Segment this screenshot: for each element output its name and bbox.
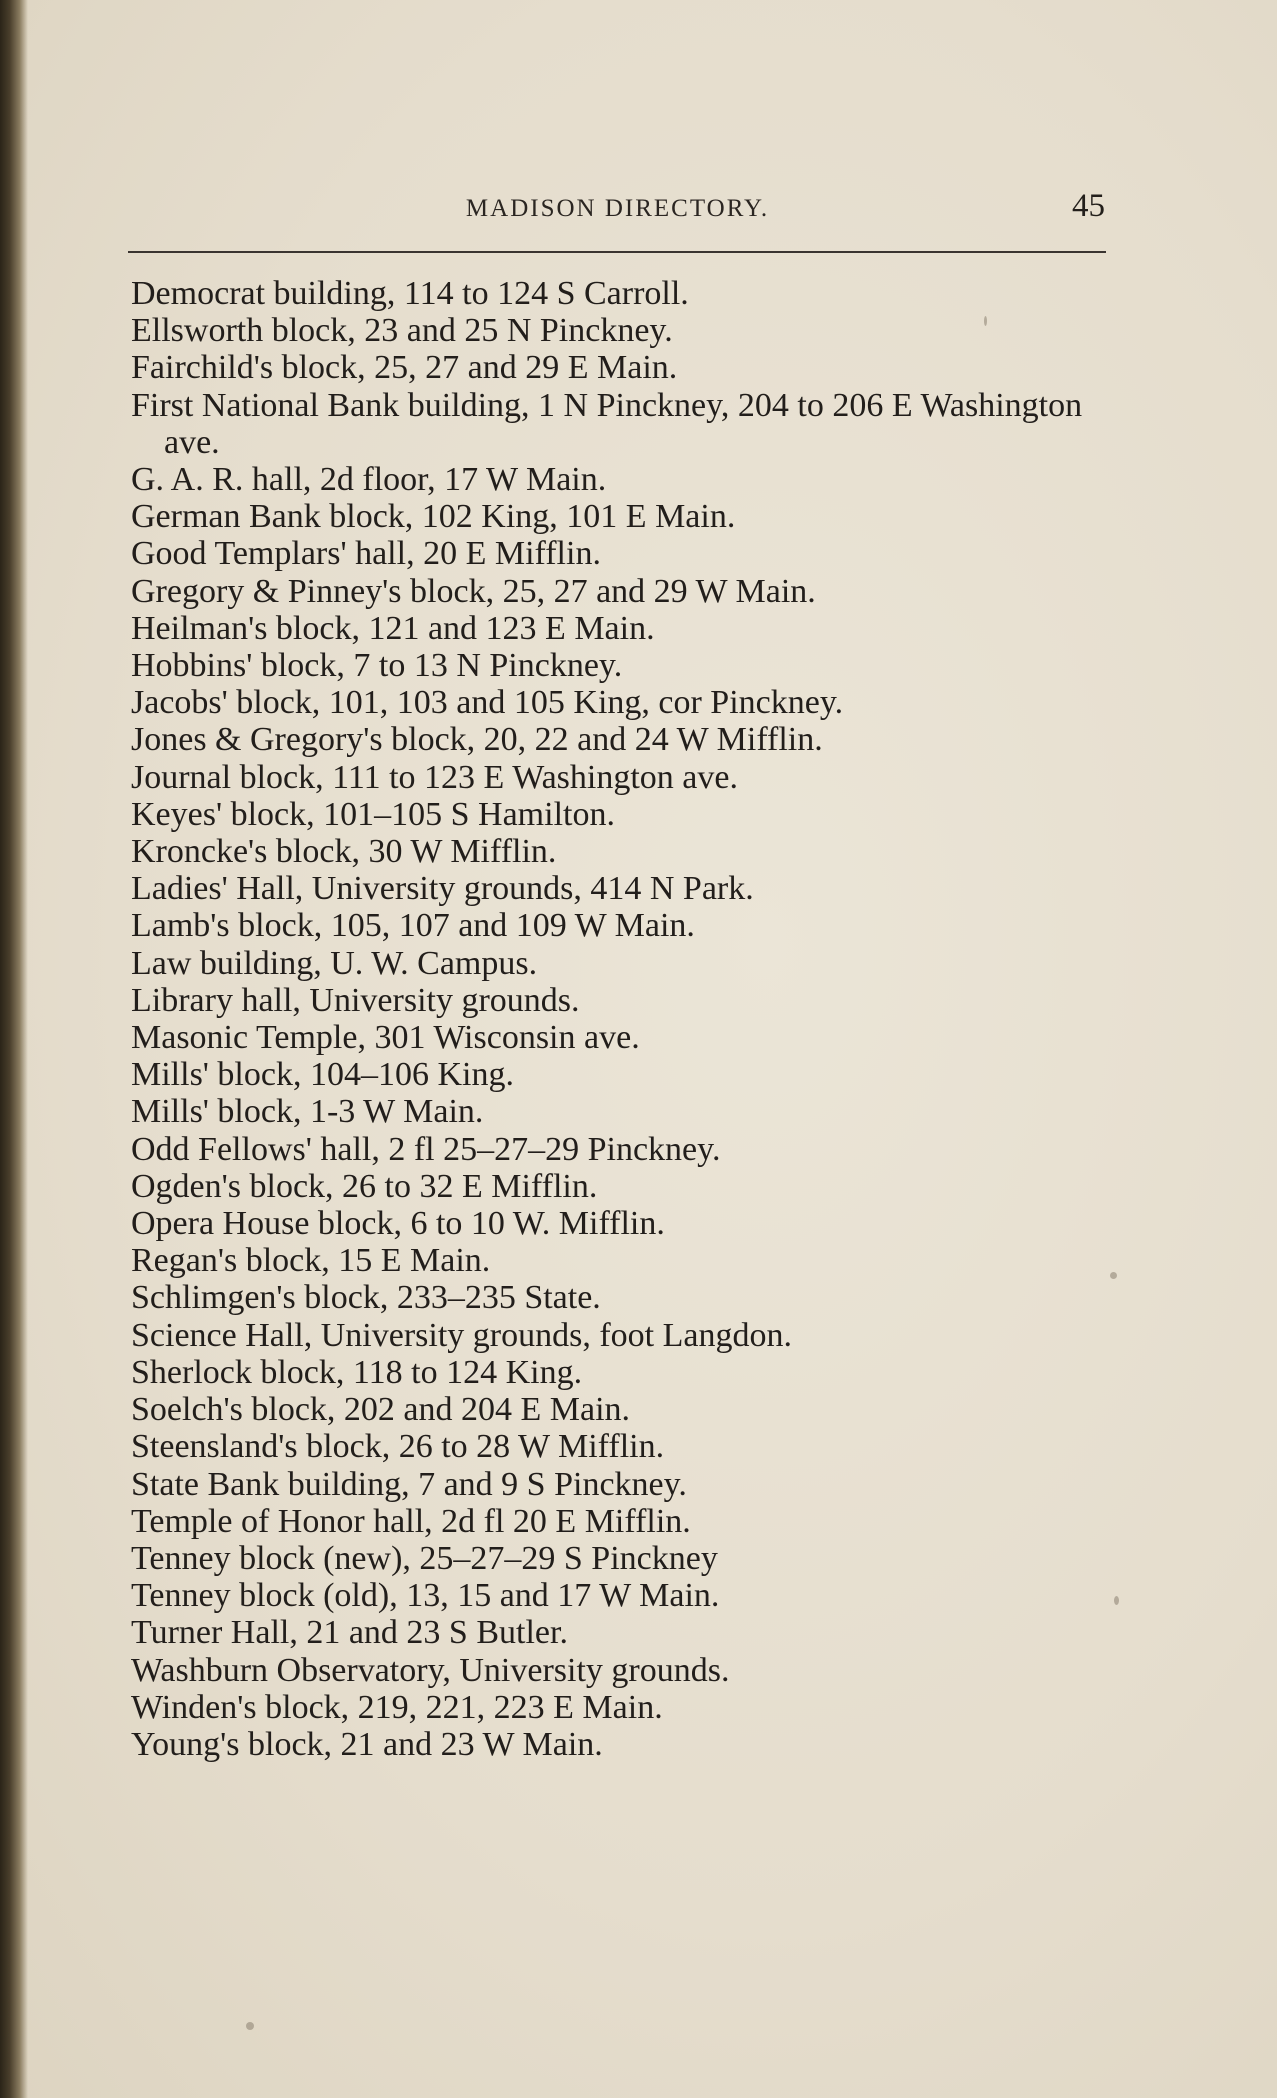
- directory-entry: Tenney block (new), 25–27–29 S Pinckney: [131, 1539, 718, 1577]
- directory-entry: Regan's block, 15 E Main.: [131, 1242, 491, 1280]
- directory-entry: Schlimgen's block, 233–235 State.: [131, 1279, 601, 1317]
- directory-entry: Sherlock block, 118 to 124 King.: [131, 1353, 583, 1391]
- paper-speck: [984, 316, 987, 326]
- directory-entry: First National Bank building, 1 N Pinckney, 204 to 206 E Washington ave.: [131, 386, 1083, 461]
- directory-entry: Good Templars' hall, 20 E Mifflin.: [131, 535, 601, 573]
- directory-entry: Democrat building, 114 to 124 S Carroll.: [131, 275, 689, 312]
- directory-entry: G. A. R. hall, 2d floor, 17 W Main.: [131, 461, 607, 499]
- directory-entry: Mills' block, 104–106 King.: [131, 1056, 514, 1094]
- directory-entry: Hobbins' block, 7 to 13 N Pinckney.: [131, 647, 623, 685]
- directory-entry: State Bank building, 7 and 9 S Pinckney.: [131, 1465, 687, 1503]
- directory-entry: Heilman's block, 121 and 123 E Main.: [131, 609, 655, 647]
- directory-entry: Mills' block, 1-3 W Main.: [131, 1093, 484, 1131]
- directory-entry: Turner Hall, 21 and 23 S Butler.: [131, 1614, 568, 1652]
- directory-entry: Law building, U. W. Campus.: [131, 944, 538, 982]
- directory-entry: Opera House block, 6 to 10 W. Mifflin.: [131, 1205, 665, 1243]
- paper-speck: [1110, 1272, 1117, 1279]
- directory-entry: Ellsworth block, 23 and 25 N Pinckney.: [131, 312, 673, 350]
- directory-entry: Tenney block (old), 13, 15 and 17 W Main.: [131, 1577, 720, 1615]
- directory-entry: Soelch's block, 202 and 204 E Main.: [131, 1391, 631, 1429]
- header-rule: [128, 251, 1106, 253]
- directory-entry: Library hall, University grounds.: [131, 981, 580, 1019]
- directory-entry: Kroncke's block, 30 W Mifflin.: [131, 833, 557, 871]
- directory-entry: Keyes' block, 101–105 S Hamilton.: [131, 795, 615, 833]
- directory-entry: Jacobs' block, 101, 103 and 105 King, cor Pinckney.: [131, 684, 844, 722]
- directory-entry: Jones & Gregory's block, 20, 22 and 24 W Mifflin.: [131, 721, 823, 759]
- paper-speck: [1114, 1596, 1119, 1605]
- paper-speck: [246, 2022, 254, 2030]
- directory-entry: Science Hall, University grounds, foot Langdon.: [131, 1316, 792, 1354]
- directory-entry: Winden's block, 219, 221, 223 E Main.: [131, 1688, 663, 1726]
- directory-entry: Steensland's block, 26 to 28 W Mifflin.: [131, 1428, 665, 1466]
- directory-entry: Masonic Temple, 301 Wisconsin ave.: [131, 1019, 640, 1057]
- directory-entry-list: [131, 275, 1111, 1763]
- directory-entry: Young's block, 21 and 23 W Main.: [131, 1725, 603, 1763]
- book-spine-shadow: [0, 0, 28, 2098]
- directory-entry: Odd Fellows' hall, 2 fl 25–27–29 Pinckney.: [131, 1130, 721, 1168]
- directory-entry: Fairchild's block, 25, 27 and 29 E Main.: [131, 349, 678, 387]
- directory-entry: Washburn Observatory, University grounds.: [131, 1651, 730, 1689]
- page-number: 45: [1072, 188, 1105, 224]
- directory-entry: Ladies' Hall, University grounds, 414 N Park.: [131, 870, 754, 908]
- directory-entry: Journal block, 111 to 123 E Washington ave.: [131, 758, 738, 796]
- directory-entry: Temple of Honor hall, 2d fl 20 E Mifflin.: [131, 1502, 691, 1540]
- directory-entry: German Bank block, 102 King, 101 E Main.: [131, 498, 736, 536]
- page-header: [130, 188, 1105, 228]
- directory-entry: Gregory & Pinney's block, 25, 27 and 29 W Main.: [131, 572, 816, 610]
- running-head: MADISON DIRECTORY.: [465, 195, 770, 222]
- directory-entry: Lamb's block, 105, 107 and 109 W Main.: [131, 907, 695, 945]
- directory-entry: Ogden's block, 26 to 32 E Mifflin.: [131, 1167, 598, 1205]
